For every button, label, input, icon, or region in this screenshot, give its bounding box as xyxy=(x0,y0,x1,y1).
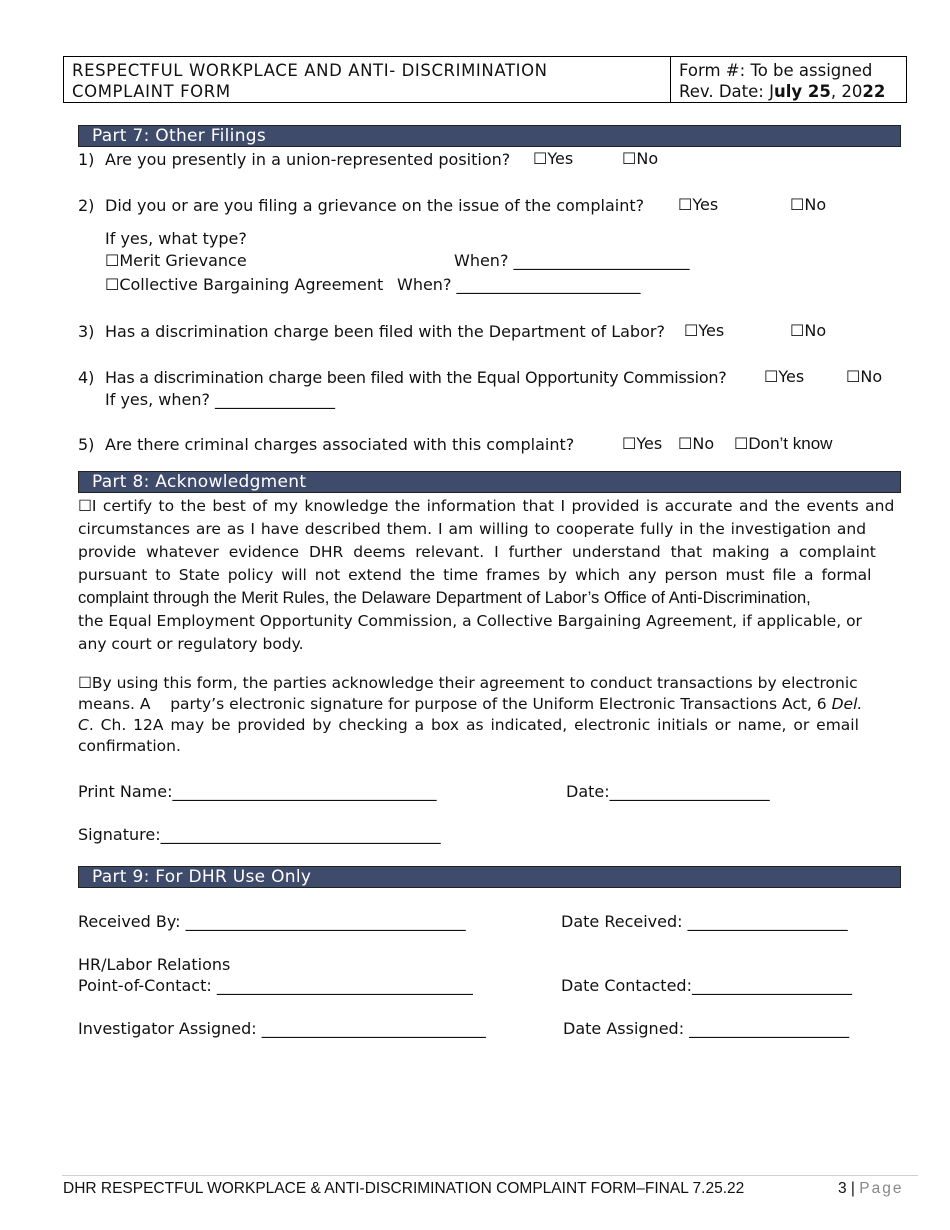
checkbox-icon: ☐ xyxy=(533,149,548,168)
q1-text: Are you presently in a union-represented position? xyxy=(105,150,511,169)
received-by-field[interactable]: Received By: ___________________________________ xyxy=(78,912,466,931)
footer-text: DHR RESPECTFUL WORKPLACE & ANTI-DISCRIMINATION COMPLAINT FORM–FINAL 7.25.22 xyxy=(63,1180,745,1197)
page-number xyxy=(838,1180,903,1198)
q4-when-field[interactable]: If yes, when? _______________ xyxy=(105,390,336,409)
date-assigned-field[interactable]: Date Assigned: ____________________ xyxy=(563,1019,850,1038)
rev-date-bold: uly 25 xyxy=(773,82,831,101)
esign-text: . Ch. 12A may be provided by checking a box as indicated, electronic initials or name, or email xyxy=(88,716,859,734)
form-meta xyxy=(671,57,906,102)
cert-line: pursuant to State policy will not extend the time frames by which any person must file a formal xyxy=(78,566,872,584)
date-contacted-field[interactable]: Date Contacted:____________________ xyxy=(561,976,852,995)
checkbox-icon: ☐ xyxy=(790,321,805,340)
form-title xyxy=(64,57,671,102)
q4-yes-label: Yes xyxy=(778,367,805,386)
checkbox-icon: ☐ xyxy=(846,367,861,386)
cba-label: Collective Bargaining Agreement xyxy=(119,275,384,294)
hr-labor-relations-label: HR/Labor Relations xyxy=(78,955,231,974)
esign-text: means. A party’s electronic signature for purpose of the Uniform Electronic Transactions Act, 6 xyxy=(78,695,832,713)
form-number: Form #: To be assigned xyxy=(679,61,873,80)
print-name-field[interactable]: Print Name:_________________________________ xyxy=(78,782,437,801)
esign-line: confirmation. xyxy=(78,737,181,755)
rev-date-prefix: Rev. Date: J xyxy=(679,82,774,101)
checkbox-icon: ☐ xyxy=(105,251,120,270)
cert-line: any court or regulatory body. xyxy=(78,635,304,653)
cert-line: circumstances are as I have described them. I am willing to cooperate fully in the investigation and xyxy=(78,520,867,538)
cert-line: the Equal Employment Opportunity Commission, a Collective Bargaining Agreement, if applicable, or xyxy=(78,612,862,630)
signature-field[interactable]: Signature:___________________________________ xyxy=(78,825,441,844)
date-received-field[interactable]: Date Received: ____________________ xyxy=(561,912,848,931)
form-header xyxy=(63,56,907,103)
q4-text: Has a discrimination charge been filed with the Equal Opportunity Commission? xyxy=(105,368,727,387)
q4-number: 4) xyxy=(78,368,95,387)
q3-text: Has a discrimination charge been filed with the Department of Labor? xyxy=(105,322,665,341)
cert-line[interactable]: ☐I certify to the best of my knowledge the information that I provided is accurate and the events and xyxy=(78,497,895,515)
investigator-assigned-field[interactable]: Investigator Assigned: ____________________________ xyxy=(78,1019,486,1038)
rev-date xyxy=(679,81,898,102)
checkbox-icon: ☐ xyxy=(764,367,779,386)
question-3 xyxy=(78,321,665,343)
q1-no-label: No xyxy=(636,149,659,168)
q2-yes-checkbox[interactable] xyxy=(678,195,718,214)
part8-heading: Part 8: Acknowledgment xyxy=(78,471,901,493)
q2-number: 2) xyxy=(78,196,95,215)
page-number-value: 3 xyxy=(838,1180,847,1197)
q2-no-checkbox[interactable] xyxy=(790,195,826,214)
q2-if-yes: If yes, what type? xyxy=(105,229,247,248)
point-of-contact-field[interactable]: Point-of-Contact: ________________________________ xyxy=(78,976,473,995)
q4-no-label: No xyxy=(860,367,883,386)
q1-yes-label: Yes xyxy=(547,149,574,168)
esign-line[interactable]: ☐By using this form, the parties acknowledge their agreement to conduct transactions by electronic xyxy=(78,674,858,692)
q3-no-label: No xyxy=(804,321,827,340)
cert-line: provide whatever evidence DHR deems relevant. I further understand that making a complaint xyxy=(78,543,876,561)
rev-date-year: 22 xyxy=(862,82,886,101)
q5-no-checkbox[interactable] xyxy=(678,434,714,453)
q5-no-label: No xyxy=(692,434,715,453)
q5-dont-know-label: Don’t know xyxy=(748,434,833,453)
q1-number: 1) xyxy=(78,150,95,169)
q4-yes-checkbox[interactable] xyxy=(764,367,804,386)
q3-no-checkbox[interactable] xyxy=(790,321,826,340)
q2-yes-label: Yes xyxy=(692,195,719,214)
question-5 xyxy=(78,434,574,456)
q1-no-checkbox[interactable] xyxy=(622,149,658,168)
page-separator: | xyxy=(846,1180,860,1197)
checkbox-icon: ☐ xyxy=(678,195,693,214)
merit-when-field[interactable]: When? ______________________ xyxy=(454,251,690,270)
form-title-line1: RESPECTFUL WORKPLACE AND ANTI- DISCRIMINATION xyxy=(72,61,548,80)
merit-grievance-label: Merit Grievance xyxy=(119,251,247,270)
question-4 xyxy=(78,367,727,389)
cba-checkbox[interactable] xyxy=(105,275,383,294)
q5-yes-label: Yes xyxy=(636,434,663,453)
question-2 xyxy=(78,195,644,217)
rev-date-mid: , 20 xyxy=(830,82,863,101)
esign-paragraph xyxy=(78,673,901,757)
part7-heading: Part 7: Other Filings xyxy=(78,125,901,147)
certification-paragraph xyxy=(78,495,901,656)
q2-text: Did you or are you filing a grievance on the issue of the complaint? xyxy=(105,196,645,215)
checkbox-icon: ☐ xyxy=(734,434,749,453)
q5-number: 5) xyxy=(78,435,95,454)
esign-line xyxy=(78,715,901,736)
cba-when-field[interactable]: When? _______________________ xyxy=(397,275,641,294)
merit-grievance-checkbox[interactable] xyxy=(105,251,247,270)
footer-divider xyxy=(62,1175,918,1176)
form-title-line2: COMPLAINT FORM xyxy=(72,82,231,101)
checkbox-icon: ☐ xyxy=(684,321,699,340)
q5-text: Are there criminal charges associated with this complaint? xyxy=(105,435,575,454)
q3-number: 3) xyxy=(78,322,95,341)
checkbox-icon: ☐ xyxy=(678,434,693,453)
q4-no-checkbox[interactable] xyxy=(846,367,882,386)
date-field[interactable]: Date:____________________ xyxy=(566,782,770,801)
question-1 xyxy=(78,149,510,171)
checkbox-icon: ☐ xyxy=(622,149,637,168)
esign-line xyxy=(78,694,901,715)
checkbox-icon: ☐ xyxy=(105,275,120,294)
cert-line: complaint through the Merit Rules, the Delaware Department of Labor’s Office of Anti-Discrimination, xyxy=(78,589,811,607)
q3-yes-label: Yes xyxy=(698,321,725,340)
q2-no-label: No xyxy=(804,195,827,214)
part9-heading: Part 9: For DHR Use Only xyxy=(78,866,901,888)
q3-yes-checkbox[interactable] xyxy=(684,321,724,340)
page-word: Page xyxy=(859,1180,904,1197)
q1-yes-checkbox[interactable] xyxy=(533,149,573,168)
q5-yes-checkbox[interactable] xyxy=(622,434,662,453)
esign-italic: Del. xyxy=(831,695,863,713)
checkbox-icon: ☐ xyxy=(790,195,805,214)
esign-italic: C xyxy=(78,716,89,734)
q5-dont-know-checkbox[interactable] xyxy=(734,434,832,454)
checkbox-icon: ☐ xyxy=(622,434,637,453)
